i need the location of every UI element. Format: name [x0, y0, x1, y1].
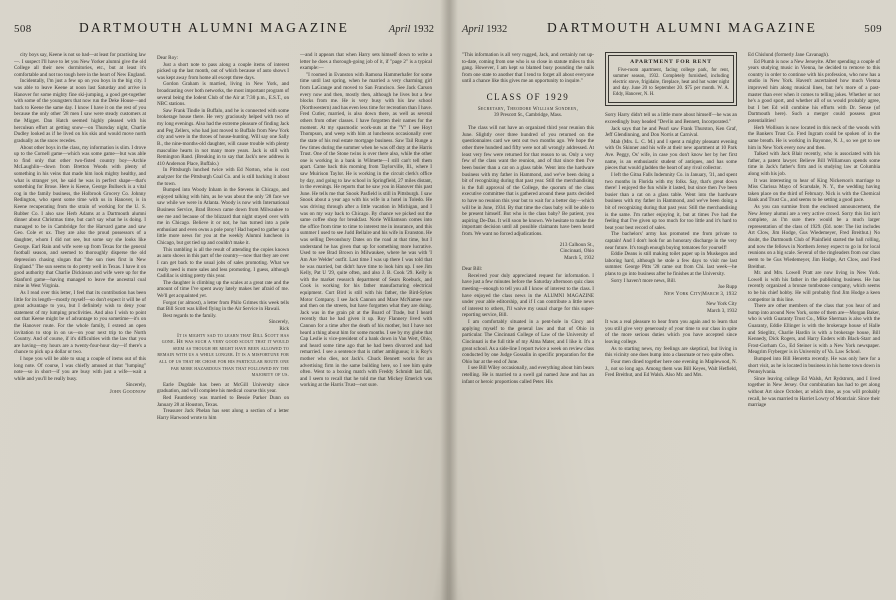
paragraph: Mr. and Mrs. Lowell Pratt are now living in New York. Lowell is with his father in the publishing business. He has recently organized a bronze tombstone company, which seems to be his chief hobby. He will probably find Jim Hodge a keen competitor in this line. — [748, 270, 880, 303]
letter-salutation: Dear Roy: — [157, 55, 179, 61]
paragraph: The bachelors' army has promoted me from private to captain! And I don't look for an honorary discharge in the very near future. It's tough enough buying tomatoes for yourself! — [605, 231, 737, 251]
letter-dateline — [462, 242, 594, 263]
paragraph: Bumped into Woody Inham in the Stevens in Chicago, and enjoyed talking with him, as he was about the only '28 face we saw while we were in Atlanta. Woody is now with International Business Service, Brad Brown came down from Milwaukee to see me and because of the blizzard that night stayed over with me in Chicago. Believe it or not, he has turned into a pole enthusiast and even owns a pole pony! Had hoped to gather up a little more news for you at the weekly Alumni luncheon in Chicago, but got tied up and couldn't make it. — [157, 187, 289, 247]
paragraph: I left the Gitna Falls Indemnity Co. in January, '31, and spent two months in Florida with my folks. Say, that's great down there! I enjoyed the fun while it lasted, but since then I've been busier than a cat on a glass table. Went into the hardware business with my father in Hammond, and we've been doing a bit of recognizing during that past year. Still the merchandising is the same. I'm rather enjoying it, but at times I've had the feeling that I've given up too much for too little and it's hard to beat your best record of sales. — [605, 171, 737, 231]
paragraph: Mab (Mrs. L. C. M.) and I spent a mighty pleasant evening with Os Skinner and his wife at their new apartment at 10 Park Ave. Peggy, Os' wife, in case you don't know her by her first name, is an enthusiastic student of antiques, and has some pieces that would gladden the heart of any rival collector. — [605, 138, 737, 172]
paragraph: Red Fauntleroy was married to Bessie Parker Dunn on January 28 at Houston, Texas. — [157, 395, 289, 408]
left-col-2 — [157, 52, 289, 597]
paragraph: I am comfortably situated in a pent-hole in Cincy and applying myself to the general law and that of Ohio in particular. The Cincinnati College of Law of the University of Cincinnati is the full title of my Alma Mater, and I like it. It's a great school. As a side-line I report twice a week on review class conducted by one Judge Gossalin in specific preparation for the Ohio bar at the end of June. — [462, 319, 594, 365]
publication-title-left: DARTMOUTH ALUMNI MAGAZINE — [79, 20, 349, 35]
paragraph: "I roomed in Evanston with Ramona Hammerhafer for some time until last spring, when he married a very charming girl from LaGrange and moved to San Francisco. See Jack Carson every now and then, mostly then, although he lives but a few blocks from me. He is very busy with his law school (Northwestern) and has even less time for recreation than I have. Fred Cutler, married, is also down there, as well as several others from other classes. I have forgotten their names for the moment. At my spasmodic work-outs at the "Y" I see Hoyt Thompson, and weep with him at luncheons occasionally over the state of his real estate mortgage business. Saw Tail Runge a few times during the summer when he was off duty at the Harris Trust. One of the Stone twins is over there also, while the other one is working in a bank in Wilmette—I still can't tell them apart. Came back this morning from Taylorville, Ill., where I saw Muirison Taylor. He is working in the circuit clerk's office by day, and going to law school in Springfield, 27 miles distant, in the evenings. He reports that he saw you in Hanover this past June. He tells me that Snook Pasfield is still in Pittsburgh. I saw Snook about a year ago with his wife in a hotel in Toledo. He was driving through after a little vacation in Michigan, and I was on my way back to Chicago. By chance we picked out the same coffee shop for breakfast. Norie Williamson comes into the office from time to time to interest me in insurance, and this summer I used to see Judd Bellaire and his wife in Evanston. He was selling Devonshury Dates on the road at that time, but I understand he has given that up for something more lucrative. Used to see Brad Brown in Milwaukee, where he was with 'I Am Are Welder' outfit. Last time I was up there I was told that he was married, but didn't have time to look him up. I see Jim Kelly, Pat U '29, quite often, and also J. B. Cook '29. Kelly is with the market research department of Sears Roebuck, and Cook is working for his father manufacturing electrical equipment. Curt Bird is still with his father, the Bird-Sykes Motor Company. I see Jack Cannon and Mace McNamee now and then on the streets, but have forgotten what they are doing. Jack was in the grain pit at the Board of Trade, but I heard recently that he had given it up. Roy Flannery lived with Cannon for a time after the death of his mother, but I have not heard a thing about him for some months. I see by my globe that Cap Leslie is vice-president of a bank down in Van Wert, Ohio, and heard some time ago that he had been divorced and had remarried. I see a sentence that is rather ambiguous; it is Roy's mother who dies, not Jack's. Chuck Bennett works for an advertising firm in the same building here, so I see him quite often. Went to a boxing match with Freddy Schmidt last fall, and I seem to recall that he told me that Mickey Emerich was working at the Harris Trust—not sure. — [300, 71, 432, 389]
paragraph: Since leaving college Ed Walsh, Art Rydstrom, and I lived together in New Jersey. Our combination has had to get along without Art since October, at which time, as you will probably recall, he was married to Harriet Lowry of Montclair. Since their marriage — [748, 375, 880, 409]
letter-closing: Joe Rupp — [717, 284, 737, 291]
right-columns — [462, 52, 882, 597]
dateline-line-2: Cincinnati, Ohio — [560, 248, 594, 255]
left-col-1 — [14, 52, 146, 597]
issue-month-right: April — [462, 24, 484, 35]
apartment-for-rent-ad — [605, 52, 737, 106]
paragraph: In Pittsburgh lunched twice with Ed Norton, who is cost analyzer for the Pittsburgh Coal Co. and is still backing it about the town. — [157, 167, 289, 187]
paragraph: As you can surmise from the enclosed announcement, the New Jersey alumni are a very active crowd. Sorry this list isn't complete, as I'm sure there would be a much larger representation of the class of 1929. (Ed. note: The list includes Art Clow, Jim Hodge, Gus Wiedemeyer, Fred Breithut.) No doubt, the Dartmouth Club of Plainfield started the ball rolling, and now the fellows in Northern Jersey expect to go in for local reunions on a big scale. Several of the ringleaders from our class seem to be Gus Wiedemeyer, Jim Hodge, Art Clow, and Fred Breithut. — [748, 204, 880, 270]
dateline-line-1: 213 Calhoun St., — [559, 241, 594, 248]
class-secretary-name: Secretary, Theodore William Sondeen, — [477, 106, 579, 112]
ad-title: APARTMENT FOR RENT — [630, 59, 712, 65]
paragraph: As to starting news, my feelings are skeptical, but living in this vicinity one does bump into a classmate or two quite often. — [605, 345, 737, 359]
paragraph: Incidentally, I'm just a few up on you boys in the big city. I was able to leave Keene at noon last Saturday and arrive in Hanover for some mighty fine ski-jumping, a good get-together with some of the youngsters that now run the Deke House—and back to Keene the same day. I know I have it on the rest of you because the only other '28 men I saw were steady customers at the Migget. Dan Hatch seemed highly pleased with his herculean effort at getting snow—on Thursday night, Charlie Dudley looked as if he lived on his skis and would move north gradually as the snow recedes. — [14, 78, 146, 144]
letter-salutation: It was a real pleasure to hear from you again and to learn that you still give very generously of your time to our class in spite of the more serious duties which you have accepted since leaving college. — [605, 319, 737, 346]
dateline-date: March 3, 1932 — [707, 308, 737, 315]
left-col-3 — [300, 52, 432, 597]
issue-year-left: 1932 — [413, 24, 434, 35]
paragraph: Earle Dugdale has been at McGill University since graduation, and will complete his medical course this year. — [157, 381, 289, 395]
ad-body: Five-room apartment, facing college park, for rent, summer season, 1932. Completely furnished, including electric stove, frigidaire, fireplace, heat and hot water night and day. June 20 to September 20. $75 per month. W. A. Eddy, Hanover, N. H. — [613, 68, 729, 98]
right-page — [448, 0, 896, 600]
right-col-1 — [462, 52, 594, 597]
paragraph: Herb Wollison is now located in this neck of the woods with the Bankers Trust Co. Fred Ingram could be spoken of in the same breath. He is working in Bayonne, N. J., so we get to see him in New York every now and then. — [748, 124, 880, 151]
letter-signature: It is mighty sad to learn that Bill Scott has gone. He was such a very good scout that it would seem as though he might have been allowed to remain with us a while longer. It is a misfortune for all of us that he chose for his particular route one far more hazardous than that followed by the majority of us. — [157, 332, 289, 379]
letter-dateline — [605, 301, 737, 315]
paragraph: About other boys in the class, my information is slim. I drove up to the Cornell game—which was some game—but was able to find only that other two-fisted country boy—Archie McLaughlin—down from Bretton Woods with plenty of something in his veins that made him look mighty healthy, and what is stranger yet, he said he was in perfect shape—that's something for Brose. Here is Keene, George Bullseck is a vital cog in the family business, the Holbrook Grocery Co. Johnny Redington, who spent some time with us in Hanover, is in Keene recuperating from the strain of working for the U. S. Rubber Co. I also saw Herb Adams at a Dartmouth alumni dinner about Christmas time, but can't say what he is doing. I managed to be in Cambridge for the Harvard game and saw Geo. Cole et ux. They are also the proud possessors of a daughter, whom I did not see, but some say she looks like George. Earl Rain and wife were up from Texas for the general football season, and seemed to thoroughly disperse the old depression chasing slogan that "the sun rises first in New England." The sun seems to do pretty well in Texas. I have it on good authority that Charlie Dickinson and wife were up for the Stanford game—having managed to leave the ancestral coal mine in West Virginia. — [14, 144, 146, 290]
issue-date-left — [362, 24, 434, 35]
paragraph: The daughter is climbing up the scales at a great rate and the amount of time I've spent away lately makes her afraid of me. We'll get acquainted yet. — [157, 279, 289, 299]
class-heading: CLASS OF 1929 — [486, 92, 570, 103]
letter-signoff: Sincerely, — [125, 382, 146, 389]
letter-signoff: Rick — [279, 325, 289, 332]
paragraph: As I read over this letter, I feel that its contribution has been little for its length—mostly myself—so don't expect it will be of great advantage to you, but I definitely wish to deny your statement of my lumping proclivities. And also I wish to point out that Keene might be of advantage to you sometime—it's on the Hanover route. For the whole family, I extend an open invitation to stop in on us—on your next trip to the North Country. And of course, if it's difficulties with the law that you are having—my hours are a twenty-four-hour day—if there's a chance to pick up a dollar or two. — [14, 289, 146, 356]
dateline-city: New York City — [706, 301, 737, 308]
paragraph: Four men dined together here one evening in Maplewood, N. J., not so long ago. Among them was Bill Keyes, Walt Hetfield, Fred Breithut, and Ed Walsh. Also Mr. and Mrs. — [605, 358, 737, 379]
paragraph: "This information is all very rugged, Jack, and certainly not up-to-date, coming from one who is so close in statute miles to this gang. However, I am kept so blamed busy pounding the nails from one state to another that I tend to forget all about everyone until a chance like this gives me an opportunity to inquire." — [462, 52, 594, 85]
paragraph: There are other members of the class that you hear of and bump into around New York, some of them are—Morgan Baker, who is with Guaranty Trust Co., Mike Sherman is also with the Guaranty, Eddie Ellinger is with the brokerage house of Halle and Stieglitz, Charlie Hardin is with a brokerage house, Bill Kennedy, Dick Rogers, and Harry Enders with Black-Starr and Frost-Gorham Co., Ed Steiner is with a New York newspaper. Meagrim Fryberger is in University of Va. Law School. — [748, 303, 880, 356]
paragraph: Sorry I haven't more news, Bill. — [611, 277, 677, 284]
paragraph: —and it appears that when Harry sets himself down to write a letter he does a thorough-going job of it, if "page 2" is a typical example:— — [300, 52, 432, 72]
issue-year-right: 1932 — [486, 24, 508, 35]
dateline-line-3: March 5, 1932 — [564, 255, 594, 262]
paragraph: Bumped into Bill Henretta recently. He was only here for a short visit, as he is located in business in his home town down in Pennsylvania. — [748, 356, 880, 376]
paragraph: This rambling is all the result of attending the copies known as auto shows in this part of the country—now that they are over I can get back to the usual jobs of sales promoting. What we really need is more sales and less promoting. I guess, although Cadillac is sitting pretty this year. — [157, 246, 289, 280]
class-secretary — [462, 107, 594, 121]
right-col-3 — [748, 52, 880, 597]
paragraph: Just a short note to pass along a couple items of interest picked up the last month, out of which because of auto shows I was kept away from home all except three days. — [157, 61, 289, 81]
letter-regards: Sincerely, — [268, 319, 289, 326]
class-secretary-address: 39 Prescott St., Cambridge, Mass. — [493, 113, 563, 119]
paragraph: Treasurer Jack Phelan has sent along a section of a letter Harry Harwood wrote to him — [157, 408, 289, 421]
left-columns — [14, 52, 434, 597]
letter-signature: New York City|March 3, 1932 — [663, 290, 737, 297]
right-col-2 — [605, 52, 737, 597]
paragraph: Best regards to the family. — [163, 312, 217, 319]
paragraph: Eddie Deans is still making toilet paper up in Muskegon and laboring hard, although he stole a few days to visit me last summer. George Pitts '28 came out from Chi. last week—he plans to go into business after he finishes at the University. — [605, 251, 737, 278]
paragraph: Received your duly appreciated request for information. I have just a few minutes before the Saturday afternoon quiz class meeting—enough to tell you all I know of interest to the class. I have enjoyed the class news in the ALUMNI MAGAZINE under your able editorship, and if I can contribute a little news of interest to others, I'll waive my usual charge for this super-reporting service, Bill. — [462, 272, 594, 319]
ad-inner-frame — [608, 55, 734, 103]
right-page-number: 509 — [864, 23, 882, 35]
paragraph: Ed Chislund (formerly Jane Cavanagh). — [748, 52, 830, 58]
letter-signature: John Goodnow — [109, 389, 146, 396]
letter-salutation: Dear Bill: — [462, 266, 483, 273]
paragraph: Jack says that he and Pearl saw Frank Thurston, Ken Graf, Jeff Glendinning, and Don Norris at Carnival. — [605, 125, 737, 139]
paragraph: It was interesting to hear of King Nickerson's marriage to Miss Clarissa Mayo of Scarsdale, N. Y., the wedding having taken place on the third of February. Nick is with the Chemical Bank and Trust Co., and seems to be setting a good pace. — [748, 177, 880, 204]
right-running-head — [462, 20, 882, 40]
issue-date-right — [462, 24, 534, 35]
paragraph: Saw Frank Tindle in Buffalo, and he is connected with some brokerage house there. He very graciously helped with two of my long evenings. Also had the extreme pleasure of finding Jack and Peg Zellers, who had just moved to Buffalo from New York city and were in the throes of house-hunting. Will say one Sally B., the nine-months-old daughter, will cause trouble with plenty masculine hearts in not many more years. Jack is still with Remington Rand. (Breaking in to say that Jack's new address is 410 Anderson Place, Buffalo.) — [157, 107, 289, 167]
paragraph: Gordon Graham is married, living in New York, and broadcasting over both networks, the most important program of several being the Iodent Club of the Air at 7:30 p.m., E.S.T., on NBC stations. — [157, 81, 289, 108]
paragraph: The class will not have an organized third year reunion this June. Slightly over three hundred of you returned on the questionnaires card we sent out two months ago. We hope the other three hundred and fifty were not all wrongly addressed. At least very few were returned for that reason to us. Only a very few of the class want the reunion, and of that since then I've been busier than a cat on a glass table. Went into the hardware business with my father in Hammond, and we've been doing a bit of recognizing during that past year. Still the merchandising is the full approval of the College, the quorum of the class executive committee that is gathered around these parts decided to have no reunion this year but to wait for a better day—which will be in June, 1934. By that time the class baby will be able to be present himself. But who is the class baby? Be patient, you aspiring De-Das. It will soon be known. We hesitate to make the important decision until all possible claimants have been heard from. We want no forced adjudications. — [462, 125, 594, 237]
paragraph: Sorry Harry didn't tell us a little more about himself—he was an exceedingly busy headed "Devlin and Bennett, Incorporated." — [605, 112, 737, 126]
publication-title-right: DARTMOUTH ALUMNI MAGAZINE — [547, 20, 817, 35]
paragraph: Talked with Jack Blair recently, who is associated with his father, a patent lawyer. Believe Bill Williamson spends some time in Jack's father's firm and is studying law at Columbia along with his job. — [748, 151, 880, 177]
left-page-number: 508 — [14, 23, 32, 35]
paragraph: I see Bill Wiley occasionally, and everything about him bears retelling. He is married to a swell gal named June and has an infant or heroic proportions called Peter. His — [462, 365, 594, 385]
paragraph: Forgot (or almost), a letter from Philo Grimes this week tells that Bill Scott was killed flying in the Air Service in Hawaii. — [157, 299, 289, 313]
paragraph: I hope you will be able to snag a couple of items out of this long note. Of course, I was chiefly amused at that "lumping" note—so in short—if you are busy with just a wife—wait a while and you'll be really busy. — [14, 356, 146, 382]
paragraph: Ed Plumb is now a New Jerseyite. After spending a couple of years studying music in Vienna, he decided to remove to this country in order to continue with his profession, who now has a studio in New York. Haven't ascertained how much Vienna improved him along musical lines, but he's more of a past-master than ever when it comes to telling jokes. Whether or not he's a good sport, and whether all of us would probably agree, but I bet Ed will combine his efforts with Dr. Sense (of Dartmouth here). Such a merger could possess great potentialities! — [748, 58, 880, 125]
paragraph: city boys say, Keene is not so bad—at least for practising law—. I suspect I'll have to let you New Yorker alumni give the old College all their new dormitories, etc., but at least it's comfortable and not too tough here in the heart of New England. — [14, 52, 146, 78]
issue-month-left: April — [388, 24, 411, 35]
left-running-head — [14, 20, 434, 40]
